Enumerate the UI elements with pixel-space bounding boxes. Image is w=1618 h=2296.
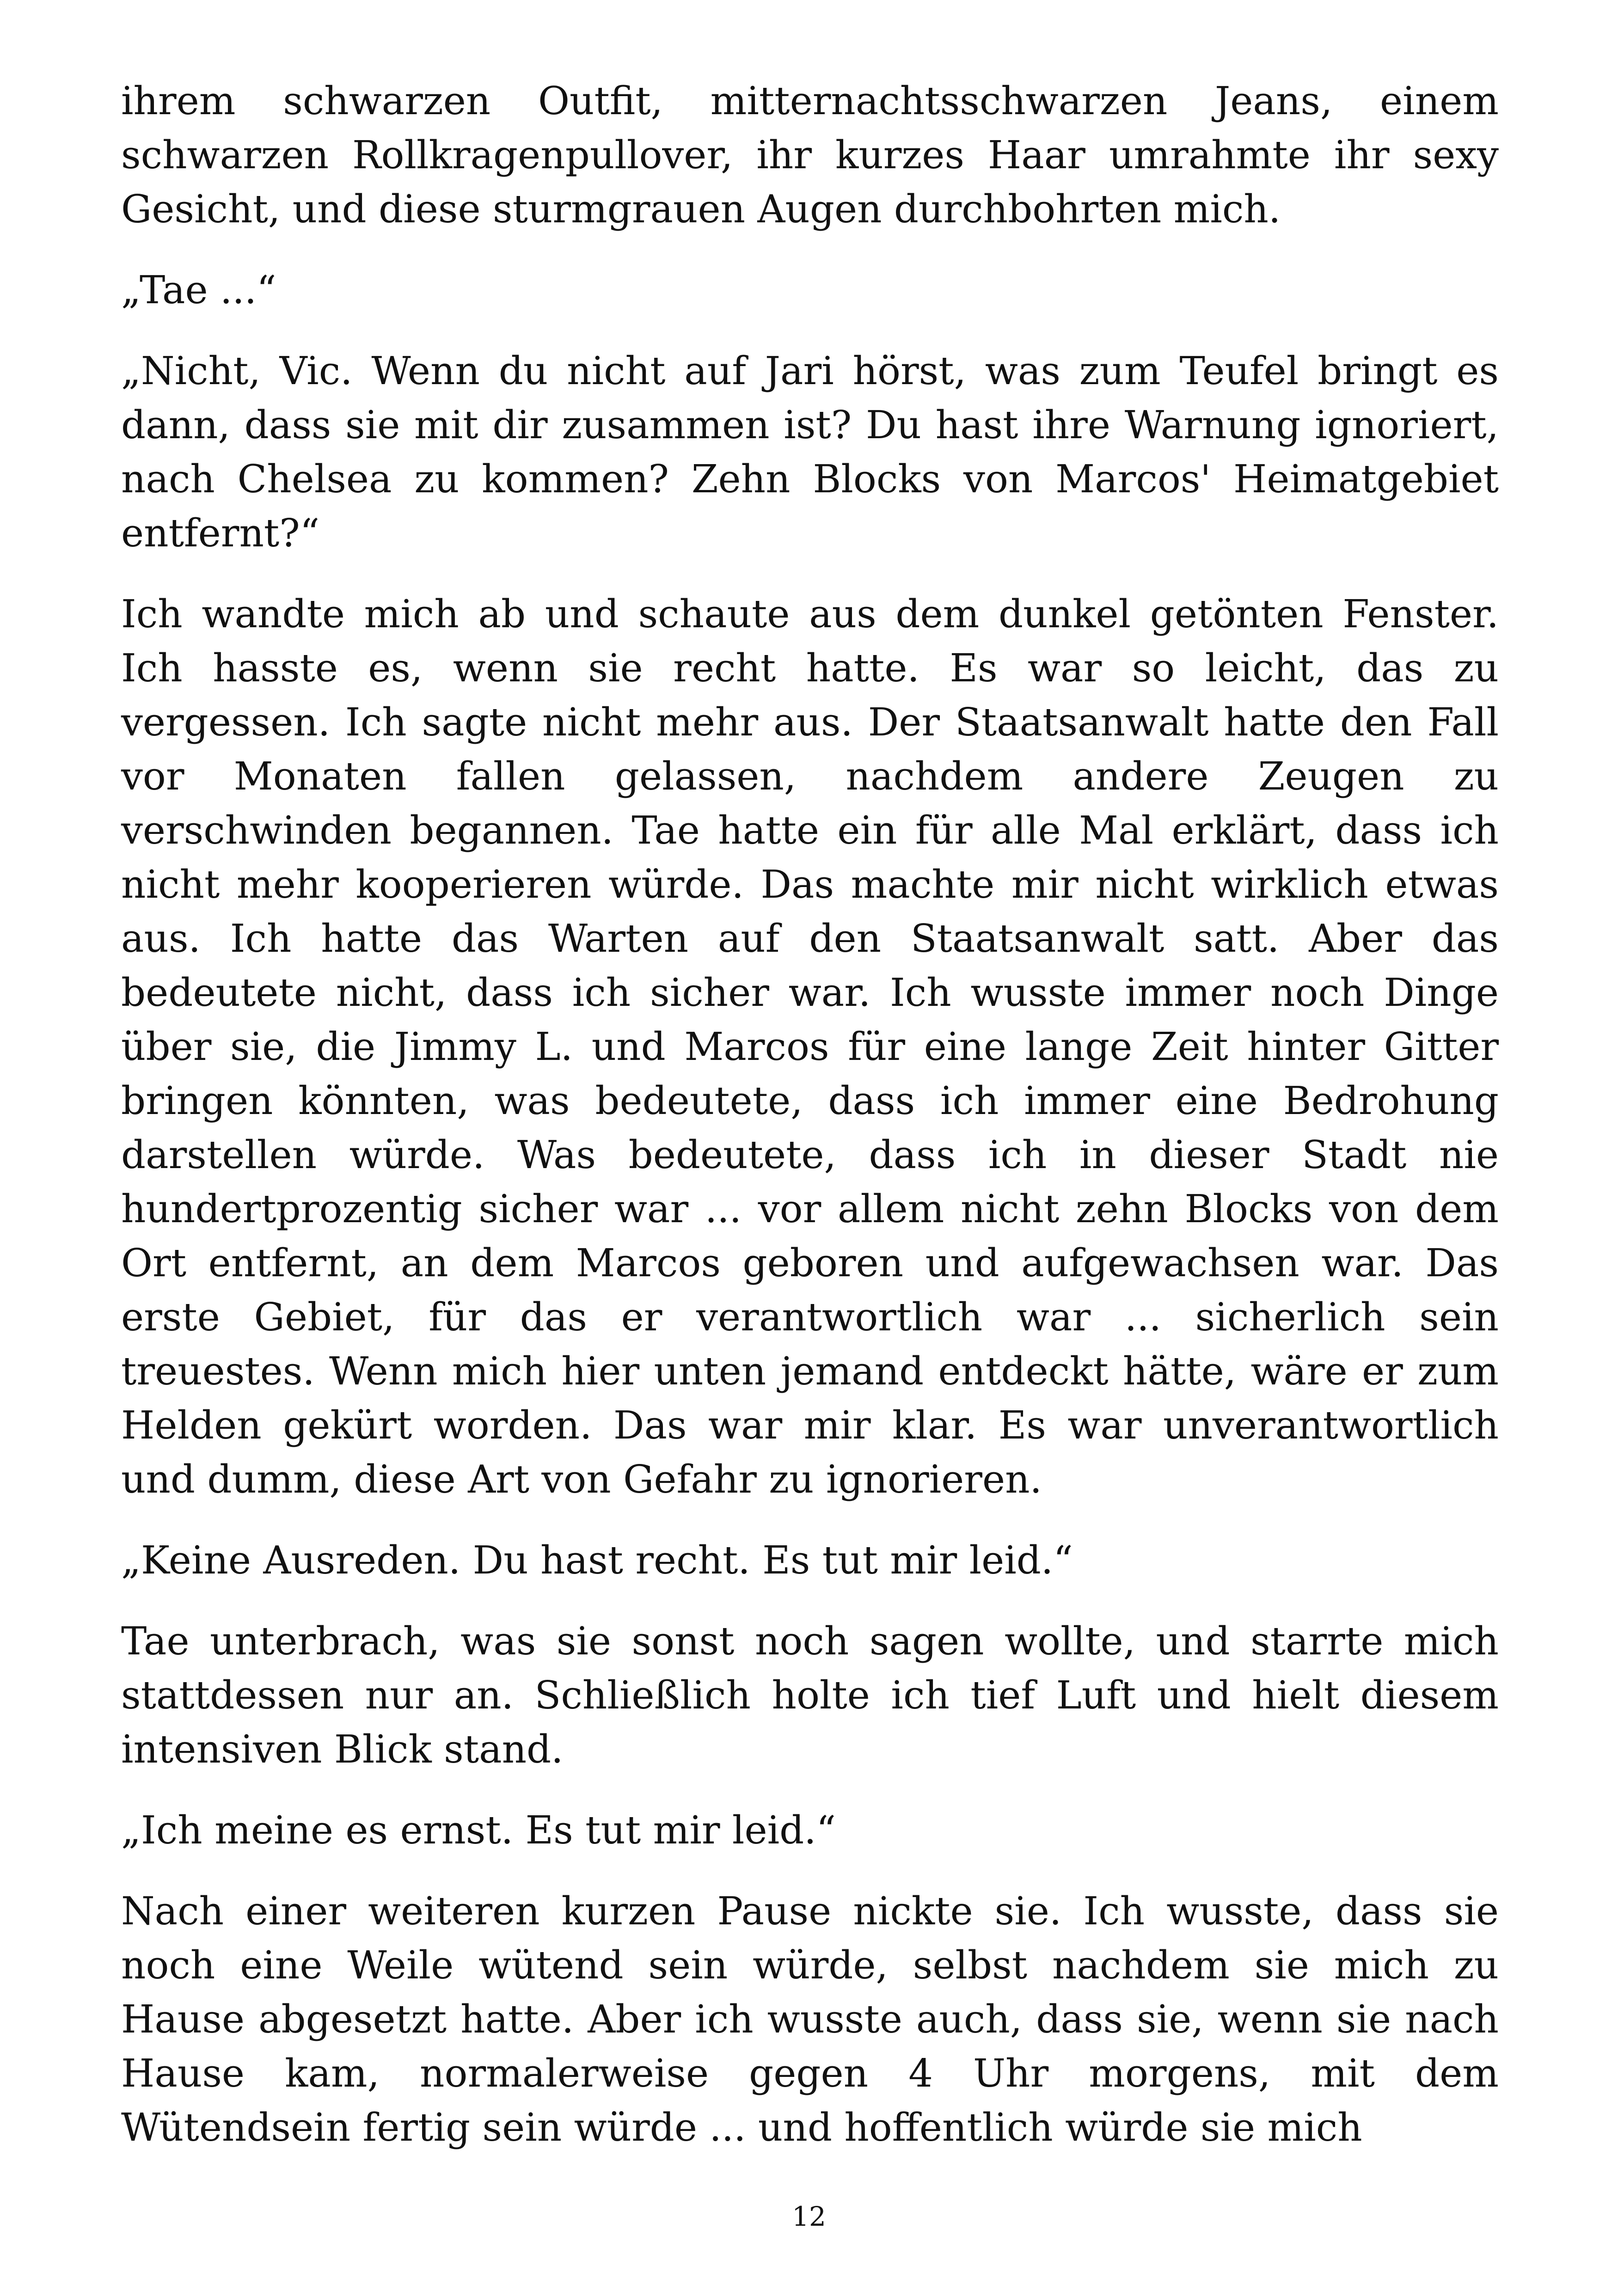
paragraph-7: „Ich meine es ernst. Es tut mir leid.“ <box>121 1808 836 1853</box>
paragraph-6: Tae unterbrach, was sie sonst noch sagen wollte, und starrte mich stattdessen nur an. Schließlich holte ich tief Luft und hielt diesem intensiven Blick stand. <box>121 1619 1499 1772</box>
paragraph-2: „Tae ...“ <box>121 268 276 312</box>
paragraph-8: Nach einer weiteren kurzen Pause nickte sie. Ich wusste, dass sie noch eine Weile wütend sein würde, selbst nachdem sie mich zu Hause abgesetzt hatte. Aber ich wusste auch, dass sie, wenn sie nach Hause kam, normalerweise gegen 4 Uhr morgens, mit dem Wütendsein fertig sein würde ... und hoffentlich würde sie mich <box>121 1889 1499 2150</box>
paragraph-5: „Keine Ausreden. Du hast recht. Es tut mir leid.“ <box>121 1538 1073 1583</box>
page-number: 12 <box>792 2201 826 2232</box>
paragraph-1: ihrem schwarzen Outfit, mitternachtsschwarzen Jeans, einem schwarzen Rollkragenpullover, ihr kurzes Haar umrahmte ihr sexy Gesicht, und diese sturmgrauen Augen durchbohrten mich. <box>121 79 1499 232</box>
book-page-body <box>121 74 1499 2200</box>
paragraph-3: „Nicht, Vic. Wenn du nicht auf Jari hörst, was zum Teufel bringt es dann, dass sie mit dir zusammen ist? Du hast ihre Warnung ignoriert, nach Chelsea zu kommen? Zehn Blocks von Marcos' Heimatgebiet entfernt?“ <box>121 349 1499 556</box>
paragraph-4: Ich wandte mich ab und schaute aus dem dunkel getönten Fenster. Ich hasste es, wenn sie recht hatte. Es war so leicht, das zu vergessen. Ich sagte nicht mehr aus. Der Staatsanwalt hatte den Fall vor Monaten fallen gelassen, nachdem andere Zeugen zu verschwinden begannen. Tae hatte ein für alle Mal erklärt, dass ich nicht mehr kooperieren würde. Das machte mir nicht wirklich etwas aus. Ich hatte das Warten auf den Staatsanwalt satt. Aber das bedeutete nicht, dass ich sicher war. Ich wusste immer noch Dinge über sie, die Jimmy L. und Marcos für eine lange Zeit hinter Gitter bringen könnten, was bedeutete, dass ich immer eine Bedrohung darstellen würde. Was bedeutete, dass ich in dieser Stadt nie hundertprozentig sicher war ... vor allem nicht zehn Blocks von dem Ort entfernt, an dem Marcos geboren und aufgewachsen war. Das erste Gebiet, für das er verantwortlich war ... sicherlich sein treuestes. Wenn mich hier unten jemand entdeckt hätte, wäre er zum Helden gekürt worden. Das war mir klar. Es war unverantwortlich und dumm, diese Art von Gefahr zu ignorieren. <box>121 592 1499 1502</box>
